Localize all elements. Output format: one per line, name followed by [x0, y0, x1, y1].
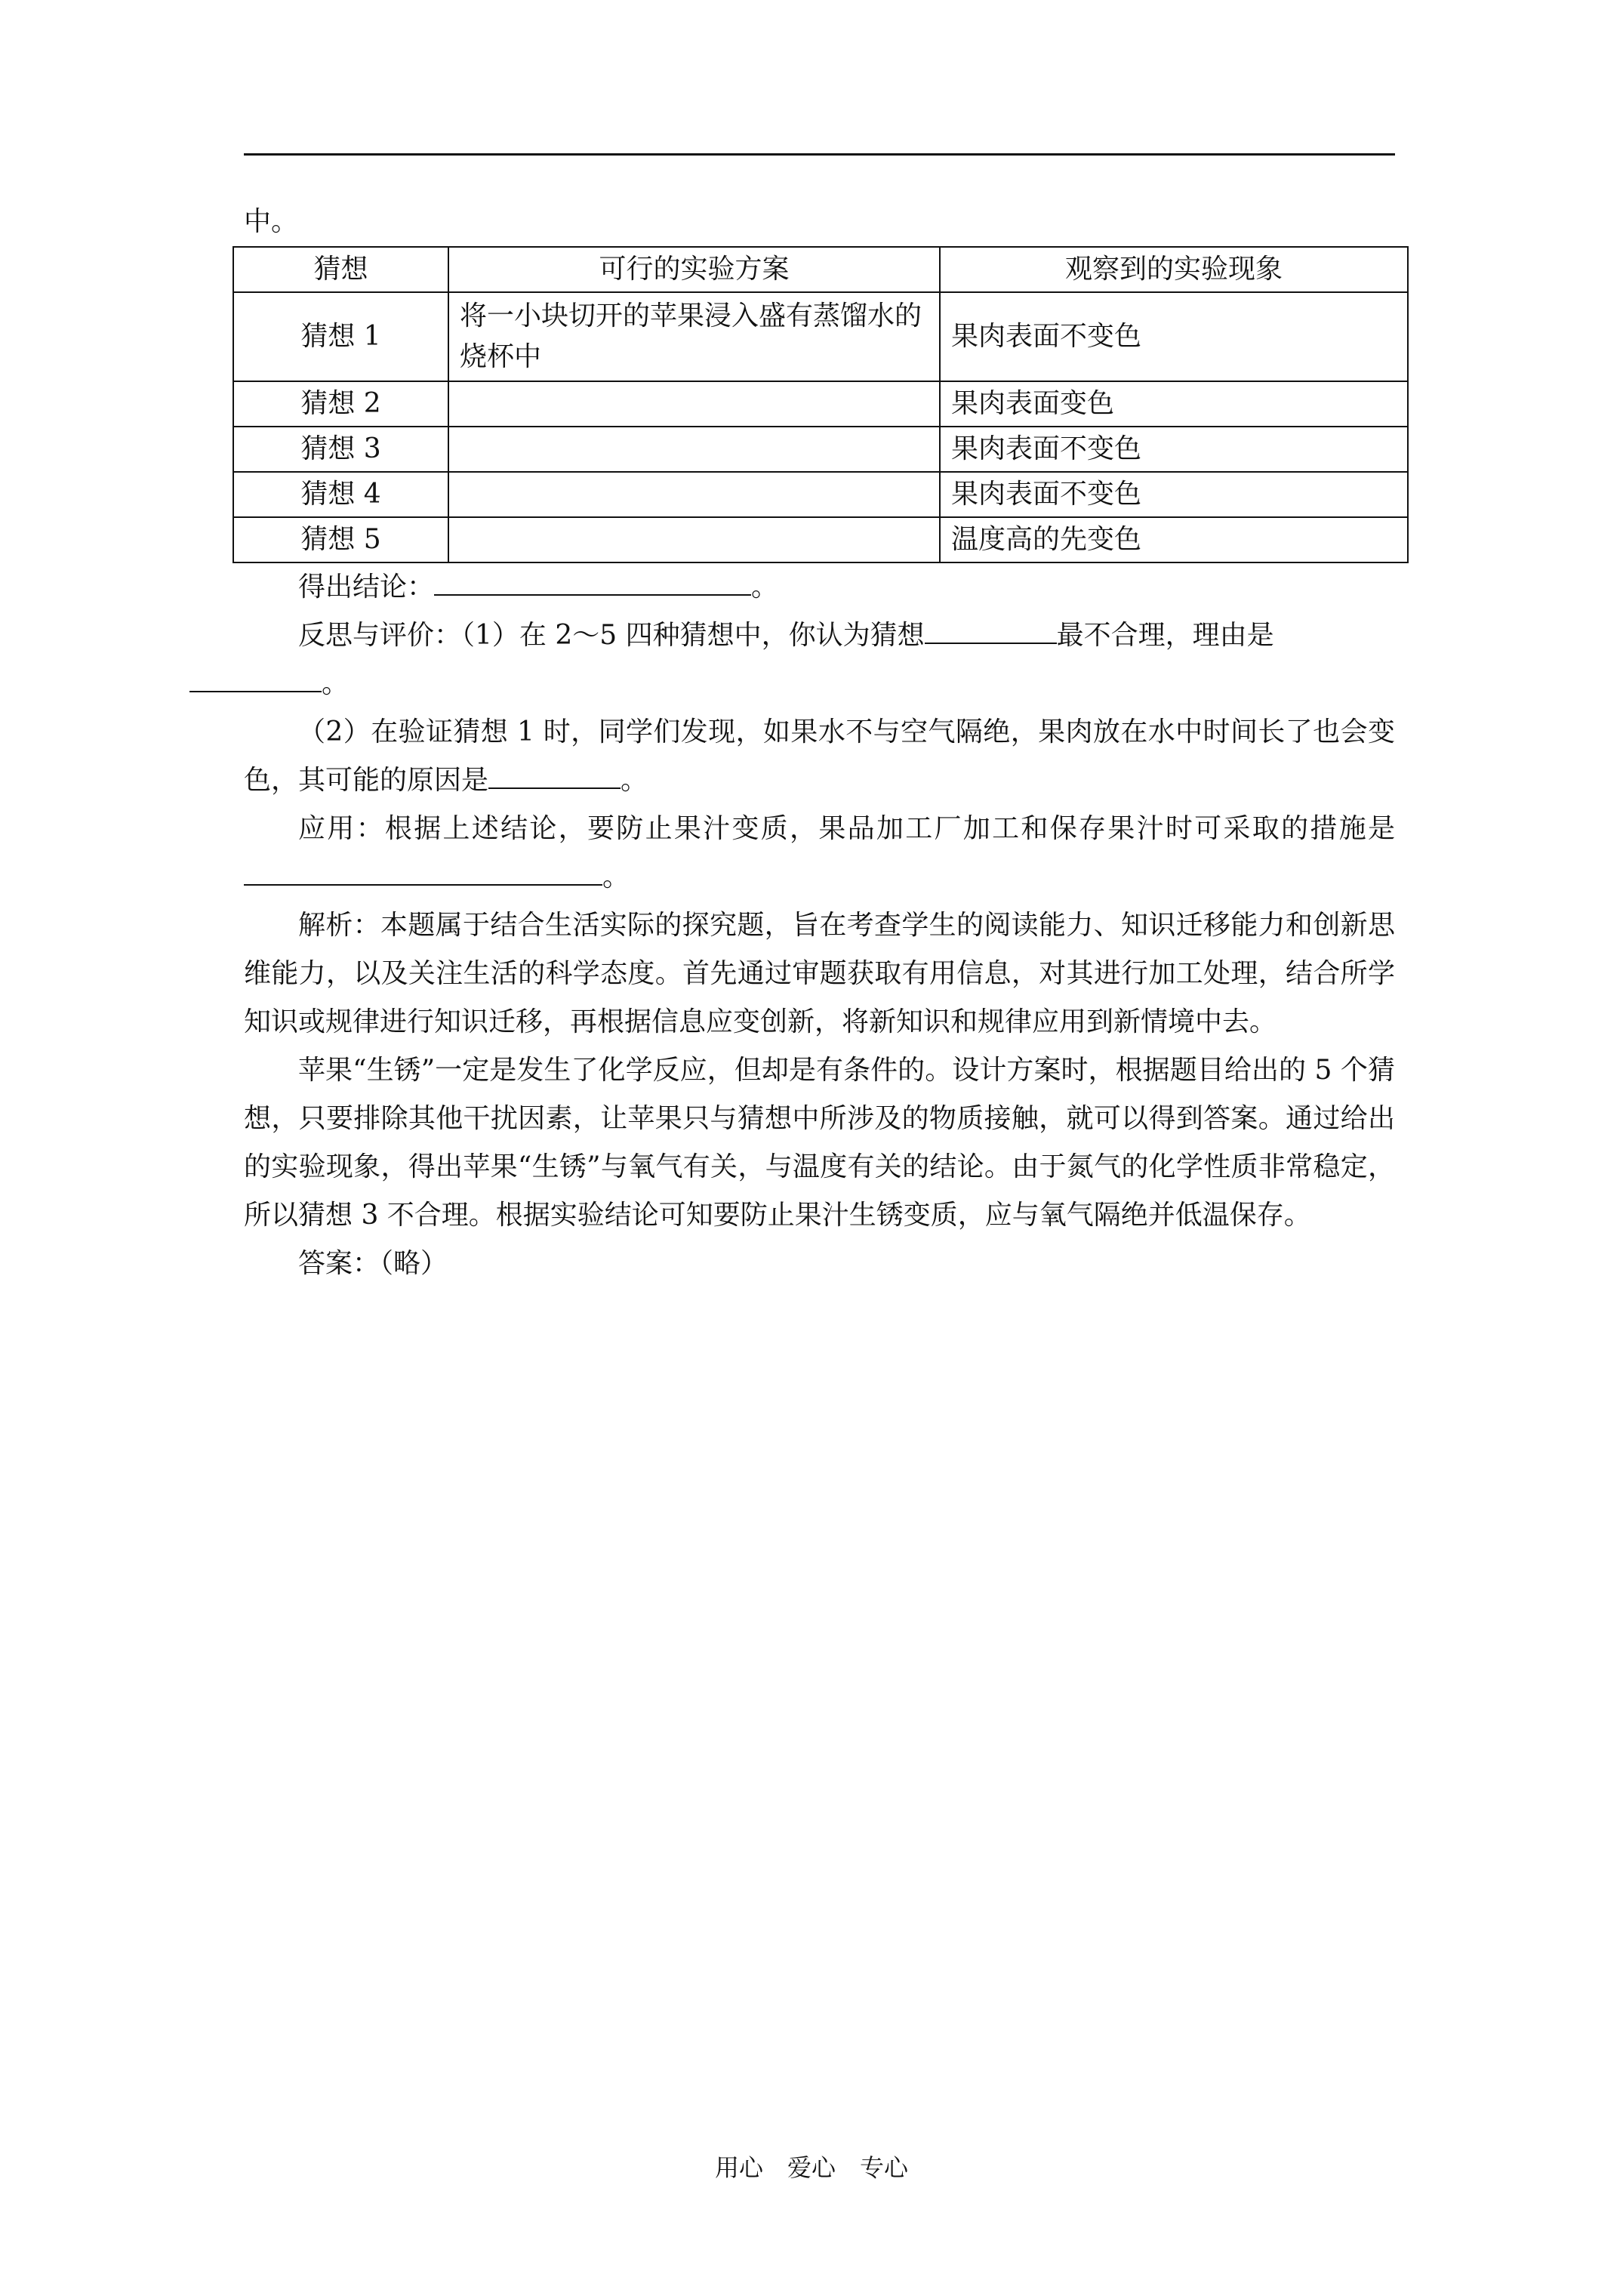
guess-cell: 猜想 2 — [233, 381, 448, 427]
guess-cell: 猜想 5 — [233, 517, 448, 562]
header-plan: 可行的实验方案 — [448, 247, 940, 292]
phenomenon-cell: 果肉表面不变色 — [940, 427, 1408, 472]
phenomenon-cell: 果肉表面变色 — [940, 381, 1408, 427]
page-body — [244, 198, 1395, 1288]
application-blank[interactable] — [244, 854, 602, 886]
guess-cell: 猜想 1 — [233, 292, 448, 381]
guess-cell: 猜想 3 — [233, 427, 448, 472]
table-row — [233, 292, 1408, 381]
reflection-reason-blank[interactable] — [189, 661, 322, 692]
table-header-row — [233, 247, 1408, 292]
conclusion-line: 得出结论： 。 — [244, 563, 1395, 612]
analysis-paragraph-2: 苹果“生锈”一定是发生了化学反应，但却是有条件的。设计方案时，根据题目给出的 5 个猜想，只要排除其他干扰因素，让苹果只与猜想中所涉及的物质接触，就可以得到答案。通过给出的实验现象，得出苹果“生锈”与氧气有关，与温度有关的结论。由于氮气的化学性质非常稳定，所以猜想 3 不合理。根据实验结论可知要防止果汁生锈变质，应与氧气隔绝并低温保存。 — [244, 1055, 1395, 1231]
table-row — [233, 517, 1408, 562]
reflection-1: 反思与评价：（1）在 2～5 四种猜想中，你认为猜想 最不合理，理由是 。 — [244, 612, 1395, 708]
page-footer: 用心 爱心 专心 — [714, 2153, 908, 2182]
application-line: 应用：根据上述结论，要防止果汁变质，果品加工厂加工和保存果汁时可采取的措施是。 — [244, 805, 1395, 901]
carry-over-text: 中。 — [244, 206, 299, 237]
reflection-2: （2）在验证猜想 1 时，同学们发现，如果水不与空气隔绝，果肉放在水中时间长了也会变色，其可能的原因是 。 — [244, 717, 1395, 796]
conclusion-blank[interactable] — [434, 564, 751, 596]
phenomenon-cell: 果肉表面不变色 — [940, 292, 1408, 381]
table-row — [233, 427, 1408, 472]
header-phenomenon: 观察到的实验现象 — [940, 247, 1408, 292]
answer-line: 答案：（略） — [298, 1248, 448, 1279]
phenomenon-cell: 温度高的先变色 — [940, 517, 1408, 562]
plan-cell — [448, 427, 940, 472]
header-guess: 猜想 — [233, 247, 448, 292]
phenomenon-cell: 果肉表面不变色 — [940, 472, 1408, 517]
header-rule — [244, 153, 1395, 156]
table-row — [233, 381, 1408, 427]
reflection-cause-blank[interactable] — [488, 757, 621, 789]
experiment-table — [233, 246, 1409, 563]
analysis-paragraph-1: 解析：本题属于结合生活实际的探究题，旨在考查学生的阅读能力、知识迁移能力和创新思维能力，以及关注生活的科学态度。首先通过审题获取有用信息，对其进行加工处理，结合所学知识或规律进行知识迁移，再根据信息应变创新，将新知识和规律应用到新情境中去。 — [244, 910, 1395, 1037]
plan-cell — [448, 472, 940, 517]
plan-cell — [448, 517, 940, 562]
plan-cell: 将一小块切开的苹果浸入盛有蒸馏水的烧杯中 — [448, 292, 940, 381]
guess-cell: 猜想 4 — [233, 472, 448, 517]
table-row — [233, 472, 1408, 517]
plan-cell — [448, 381, 940, 427]
reflection-guess-blank[interactable] — [925, 612, 1057, 644]
